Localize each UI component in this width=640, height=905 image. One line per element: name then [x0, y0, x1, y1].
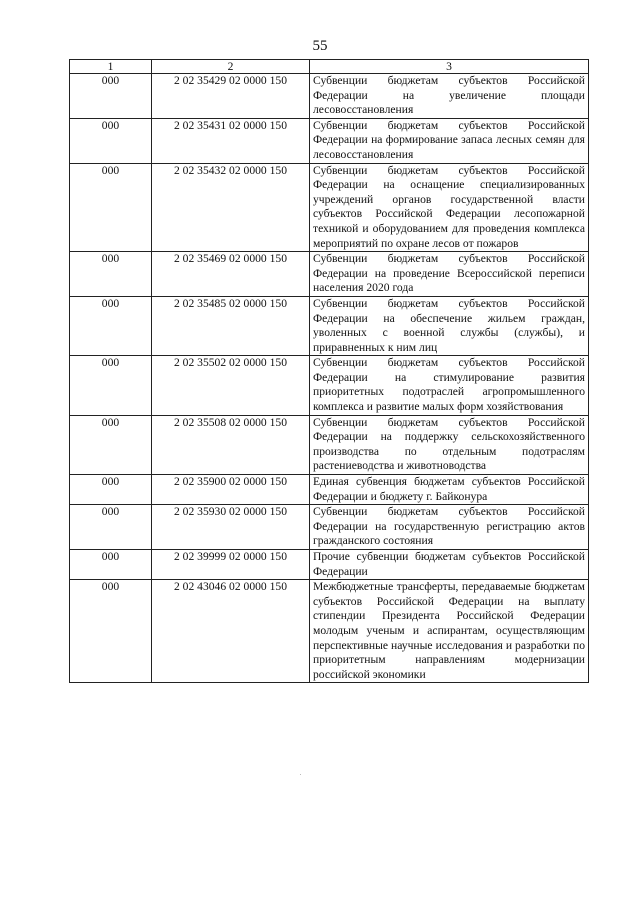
table-row — [70, 118, 589, 163]
admin-code-cell: 000 — [70, 356, 152, 415]
table-row — [70, 550, 589, 580]
budget-code-cell: 2 02 39999 02 0000 150 — [152, 550, 310, 580]
revenue-name-cell: Субвенции бюджетам субъектов Российской Федерации на государственную регистрацию актов гражданского состояния — [310, 505, 589, 550]
budget-code-cell: 2 02 43046 02 0000 150 — [152, 580, 310, 683]
page-number: 55 — [312, 38, 328, 54]
budget-code-cell: 2 02 35485 02 0000 150 — [152, 296, 310, 355]
admin-code-cell: 000 — [70, 550, 152, 580]
admin-code-cell: 000 — [70, 252, 152, 297]
table-row — [70, 252, 589, 297]
revenue-name-cell: Межбюджетные трансферты, передаваемые бюджетам субъектов Российской Федерации на выплату стипендии Президента Российской Федерации молодым ученым и аспирантам, осуществляющим перспективные научные исследования и разработки по приоритетным направлениям модернизации российской экономики — [310, 580, 589, 683]
scan-speck — [300, 774, 301, 775]
budget-code-cell: 2 02 35930 02 0000 150 — [152, 505, 310, 550]
table-row — [70, 163, 589, 252]
table-row — [70, 356, 589, 415]
revenue-name-cell: Субвенции бюджетам субъектов Российской Федерации на увеличение площади лесовосстановления — [310, 74, 589, 119]
budget-code-cell: 2 02 35508 02 0000 150 — [152, 415, 310, 474]
budget-code-cell: 2 02 35429 02 0000 150 — [152, 74, 310, 119]
budget-code-cell: 2 02 35502 02 0000 150 — [152, 356, 310, 415]
table-row — [70, 505, 589, 550]
admin-code-cell: 000 — [70, 580, 152, 683]
budget-code-cell: 2 02 35432 02 0000 150 — [152, 163, 310, 252]
revenue-name-cell: Единая субвенция бюджетам субъектов Российской Федерации и бюджету г. Байконура — [310, 475, 589, 505]
revenue-name-cell: Субвенции бюджетам субъектов Российской Федерации на стимулирование развития приоритетных подотраслей агропромышленного комплекса и развитие малых форм хозяйствования — [310, 356, 589, 415]
admin-code-cell: 000 — [70, 163, 152, 252]
table-row — [70, 415, 589, 474]
table-row — [70, 296, 589, 355]
revenue-name-cell: Субвенции бюджетам субъектов Российской Федерации на формирование запаса лесных семян для лесовосстановления — [310, 118, 589, 163]
revenue-name-cell: Субвенции бюджетам субъектов Российской Федерации на поддержку сельскохозяйственного производства по отдельным подотраслям растениеводства и животноводства — [310, 415, 589, 474]
budget-code-cell: 2 02 35469 02 0000 150 — [152, 252, 310, 297]
admin-code-cell: 000 — [70, 505, 152, 550]
table-row — [70, 580, 589, 683]
admin-code-cell: 000 — [70, 296, 152, 355]
column-header-2: 2 — [152, 60, 310, 74]
revenue-name-cell: Субвенции бюджетам субъектов Российской Федерации на обеспечение жильем граждан, уволенных с военной службы (службы), и приравненных к ним лиц — [310, 296, 589, 355]
admin-code-cell: 000 — [70, 74, 152, 119]
budget-classification-table — [69, 59, 589, 683]
table-header-row — [70, 60, 589, 74]
budget-code-cell: 2 02 35431 02 0000 150 — [152, 118, 310, 163]
table-row — [70, 74, 589, 119]
revenue-name-cell: Субвенции бюджетам субъектов Российской Федерации на проведение Всероссийской переписи населения 2020 года — [310, 252, 589, 297]
column-header-1: 1 — [70, 60, 152, 74]
admin-code-cell: 000 — [70, 415, 152, 474]
table-row — [70, 475, 589, 505]
admin-code-cell: 000 — [70, 118, 152, 163]
column-header-3: 3 — [310, 60, 589, 74]
revenue-name-cell: Прочие субвенции бюджетам субъектов Российской Федерации — [310, 550, 589, 580]
revenue-name-cell: Субвенции бюджетам субъектов Российской Федерации на оснащение специализированных учреждений органов государственной власти субъектов Российской Федерации лесопожарной техникой и оборудованием для проведения комплекса мероприятий по охране лесов от пожаров — [310, 163, 589, 252]
budget-code-cell: 2 02 35900 02 0000 150 — [152, 475, 310, 505]
admin-code-cell: 000 — [70, 475, 152, 505]
